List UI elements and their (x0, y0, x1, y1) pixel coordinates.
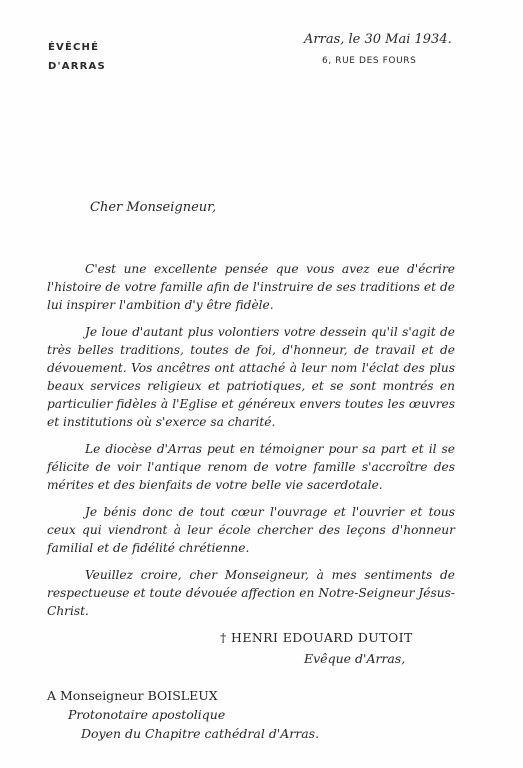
street-address: 6, RUE DES FOURS (322, 56, 417, 66)
letterhead-line-1: ÉVÊCHÉ (48, 42, 100, 53)
salutation: Cher Monseigneur, (90, 200, 217, 215)
dateline: Arras, le 30 Mai 1934. (304, 32, 452, 47)
recipient-block (47, 686, 319, 743)
letterhead-line-2: D'ARRAS (48, 61, 106, 72)
letterhead (48, 38, 106, 76)
paragraph-2: Je loue d'autant plus volontiers votre dessein qu'il s'agit de très belles traditions, toutes de foi, d'honneur, de travail et de dévouement. Vos ancêtres ont attaché à leur nom l'éclat des plus beaux services religieux et patriotiques, et se sont montrés en particulier fidèles à l'Eglise et généreux envers toutes les œuvres et institutions où s'exerce sa charité. (47, 325, 455, 429)
paragraph-1: C'est une excellente pensée que vous avez eue d'écrire l'histoire de votre famille afin de l'instruire de ses traditions et de lui inspirer l'ambition d'y être fidèle. (47, 262, 455, 312)
recipient-line-3: Doyen du Chapitre cathédral d'Arras. (81, 726, 320, 741)
signature-title: Evêque d'Arras, (304, 651, 406, 666)
paragraph-5: Veuillez croire, cher Monseigneur, à mes sentiments de respectueuse et toute dévouée affection en Notre-Seigneur Jésus-Christ. (47, 568, 455, 618)
paragraph-3: Le diocèse d'Arras peut en témoigner pour sa part et il se félicite de voir l'antique renom de votre famille s'accroître des mérites et des bienfaits de votre belle vie sacerdotale. (47, 442, 455, 492)
recipient-line-2: Protonotaire apostolique (68, 707, 226, 722)
recipient-line-1: A Monseigneur BOISLEUX (47, 688, 218, 703)
signature-name: † HENRI EDOUARD DUTOIT (220, 630, 413, 645)
paragraph-4: Je bénis donc de tout cœur l'ouvrage et l'ouvrier et tous ceux qui viendront à leur école chercher des leçons d'honneur familial et de fidélité chrétienne. (47, 505, 455, 555)
letter-body (47, 260, 455, 629)
